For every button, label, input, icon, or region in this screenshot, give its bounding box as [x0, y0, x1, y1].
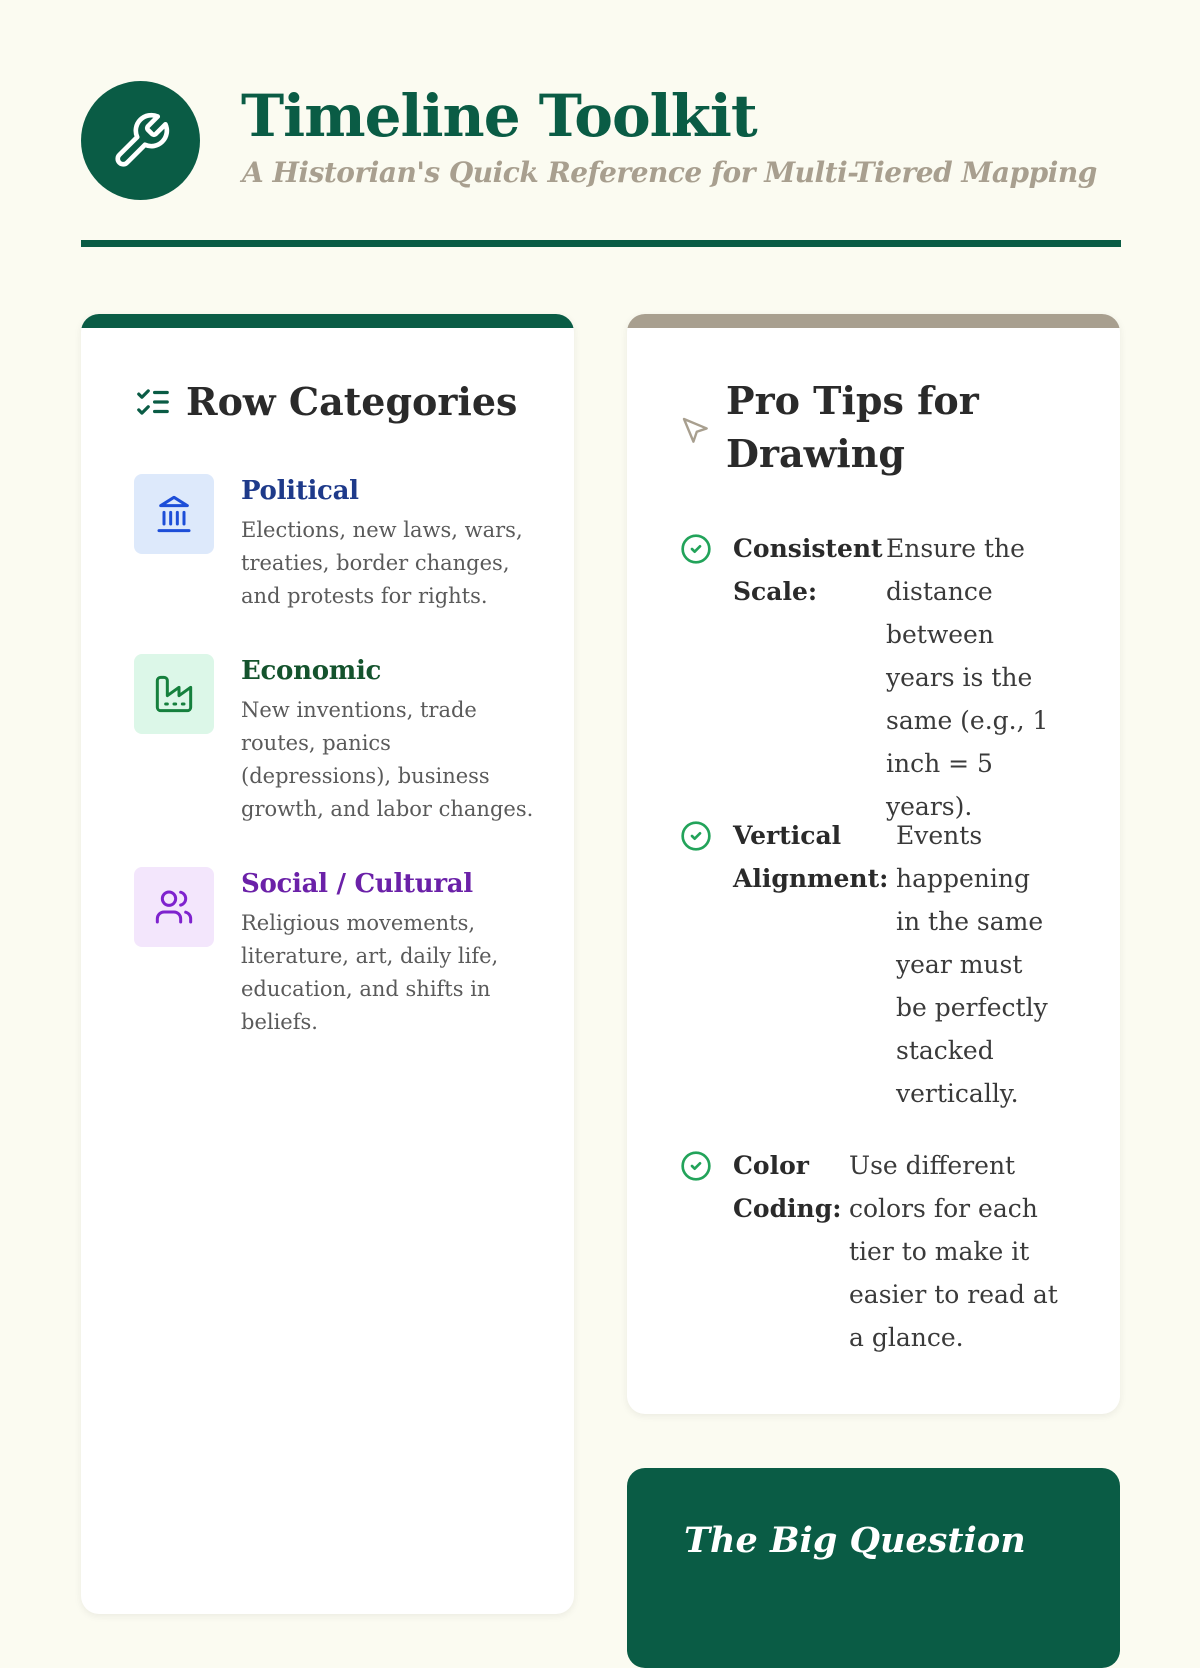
users-icon	[154, 887, 194, 927]
tip-text: Ensure the distance between years is the same (e.g., 1 inch = 5 years).	[886, 534, 1049, 821]
tip-label: Consistent Scale:	[733, 534, 883, 606]
pro-tips-header	[680, 374, 986, 480]
category-icon-box	[134, 867, 214, 947]
row-categories-title: Row Categories	[186, 379, 518, 424]
card-accent-bar	[81, 314, 574, 328]
category-title: Economic	[241, 656, 382, 686]
row-categories-card	[81, 314, 574, 1614]
category-description: New inventions, trade routes, panics (depressions), business growth, and labor changes.	[241, 698, 534, 821]
tip-label: Vertical Alignment:	[733, 821, 889, 893]
tip-label: Color Coding:	[733, 1151, 842, 1223]
category-description: Religious movements, literature, art, daily life, education, and shifts in beliefs.	[241, 911, 499, 1034]
page-title: Timeline Toolkit	[241, 82, 757, 150]
header	[81, 81, 1121, 247]
check-circle-icon	[680, 1150, 712, 1182]
big-question-title: The Big Question	[684, 1520, 1026, 1561]
category-title: Social / Cultural	[241, 869, 473, 899]
tip-text: Events happening in the same year must be perfectly stacked vertically.	[896, 821, 1048, 1108]
landmark-icon	[154, 494, 194, 534]
list-checks-icon	[134, 383, 172, 421]
wrench-icon	[110, 110, 172, 172]
category-description: Elections, new laws, wars, treaties, border changes, and protests for rights.	[241, 518, 523, 608]
page-subtitle: A Historian's Quick Reference for Multi-Tiered Mapping	[242, 156, 1097, 189]
pro-tips-title: Pro Tips for Drawing	[726, 378, 979, 476]
pointer-icon	[680, 415, 712, 447]
big-question-card	[627, 1468, 1120, 1668]
logo	[81, 81, 200, 200]
tip-text: Use different colors for each tier to make it easier to read at a glance.	[849, 1151, 1058, 1352]
category-title: Political	[241, 476, 359, 506]
row-categories-header	[134, 375, 517, 428]
factory-icon	[154, 674, 194, 714]
card-accent-bar	[627, 314, 1120, 328]
check-circle-icon	[680, 533, 712, 565]
pro-tips-card	[627, 314, 1120, 1414]
category-icon-box	[134, 474, 214, 554]
header-divider	[81, 240, 1121, 247]
category-icon-box	[134, 654, 214, 734]
check-circle-icon	[680, 820, 712, 852]
